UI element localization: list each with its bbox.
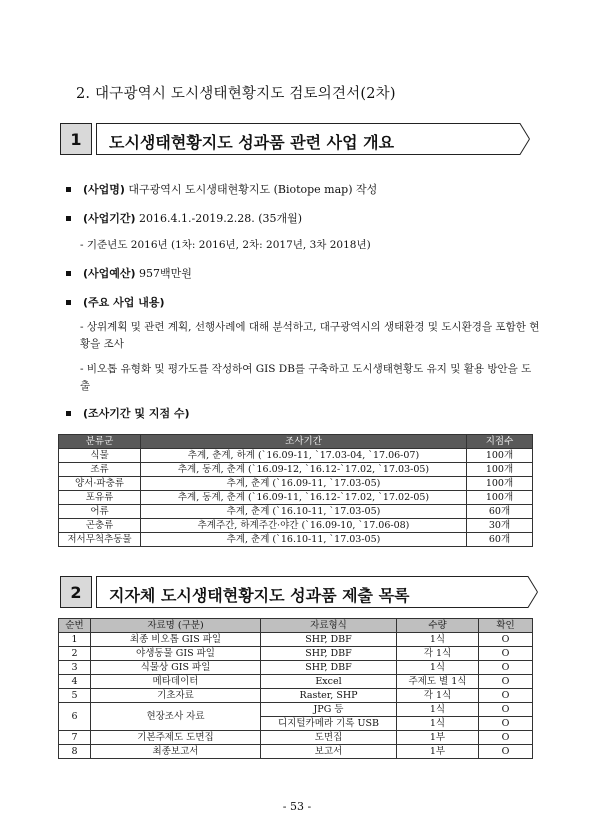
name-cell: 야생동물 GIS 파일 <box>91 647 261 661</box>
no-cell: 3 <box>59 661 91 675</box>
dash-biotope: - 비오톱 유형화 및 평가도를 작성하여 GIS DB를 구축하고 도시생태현황도 유지 및 활용 방안을 도출 <box>80 363 532 392</box>
format-cell: SHP, DBF <box>261 661 397 675</box>
section-1-title: 도시생태현황지도 성과품 관련 사업 개요 <box>109 133 395 152</box>
name-cell: 식물상 GIS 파일 <box>91 661 261 675</box>
format-cell: JPG 등 <box>261 703 397 717</box>
table-row <box>59 731 533 745</box>
bullet-project-budget <box>66 265 192 281</box>
check-cell: O <box>479 745 533 759</box>
period-cell: 추계, 동계, 춘계 (`16.09-11, `16.12-`17.02, `17.02-05) <box>141 491 467 505</box>
check-cell: O <box>479 717 533 731</box>
column-header: 자료형식 <box>261 619 397 633</box>
section-2-number: 2 <box>60 576 92 608</box>
table-row <box>59 745 533 759</box>
table-row <box>59 491 533 505</box>
section-1-number: 1 <box>60 123 92 155</box>
bullet-project-name <box>66 181 377 197</box>
document-title: 2. 대구광역시 도시생태현황지도 검토의견서(2차) <box>76 86 396 102</box>
period-cell: 추계, 춘계 (`16.10-11, `17.03-05) <box>141 533 467 547</box>
format-cell: SHP, DBF <box>261 633 397 647</box>
dash-base-year: - 기준년도 2016년 (1차: 2016년, 2차: 2017년, 3차 2018년) <box>80 239 371 251</box>
name-cell: 현장조사 자료 <box>91 703 261 731</box>
format-cell: SHP, DBF <box>261 647 397 661</box>
table-row <box>59 505 533 519</box>
site-count-cell: 100개 <box>467 449 533 463</box>
site-count-cell: 60개 <box>467 533 533 547</box>
taxon-cell: 저서무척추동물 <box>59 533 141 547</box>
format-cell: 도면집 <box>261 731 397 745</box>
format-cell: 보고서 <box>261 745 397 759</box>
no-cell: 6 <box>59 703 91 731</box>
table-row <box>59 477 533 491</box>
taxon-cell: 식물 <box>59 449 141 463</box>
bullet-label: (사업기간) <box>83 212 136 225</box>
qty-cell: 1식 <box>397 633 479 647</box>
check-cell: O <box>479 731 533 745</box>
qty-cell: 각 1식 <box>397 689 479 703</box>
period-cell: 추계, 춘계 (`16.10-11, `17.03-05) <box>141 505 467 519</box>
name-cell: 기초자료 <box>91 689 261 703</box>
check-cell: O <box>479 647 533 661</box>
section-2-heading <box>60 576 530 608</box>
bullet-square-icon <box>66 271 71 276</box>
column-header: 자료명 (구분) <box>91 619 261 633</box>
site-count-cell: 30개 <box>467 519 533 533</box>
no-cell: 5 <box>59 689 91 703</box>
table-row <box>59 647 533 661</box>
format-cell: Raster, SHP <box>261 689 397 703</box>
section-2-title-bar <box>96 576 524 608</box>
qty-cell: 1부 <box>397 731 479 745</box>
table-row <box>59 449 533 463</box>
column-header: 수량 <box>397 619 479 633</box>
name-cell: 최종보고서 <box>91 745 261 759</box>
no-cell: 8 <box>59 745 91 759</box>
submission-header-row <box>59 619 533 633</box>
section-2-title: 지자체 도시생태현황지도 성과품 제출 목록 <box>109 586 410 605</box>
column-header: 지점수 <box>467 435 533 449</box>
period-cell: 추계, 춘계 (`16.09-11, `17.03-05) <box>141 477 467 491</box>
page-number: - 53 - <box>282 800 312 813</box>
bullet-square-icon <box>66 300 71 305</box>
table-row <box>59 689 533 703</box>
check-cell: O <box>479 675 533 689</box>
period-cell: 추계, 동계, 춘계 (`16.09-12, `16.12-`17.02, `17.03-05) <box>141 463 467 477</box>
table-row <box>59 703 533 717</box>
bullet-main-content <box>66 294 164 310</box>
format-cell: 디지털카메라 기록 USB <box>261 717 397 731</box>
section-2-fold-corner <box>524 576 538 608</box>
bullet-label: (사업명) <box>83 183 125 196</box>
bullet-text: 대구광역시 도시생태현황지도 (Biotope map) 작성 <box>124 183 378 196</box>
period-cell: 추계, 춘계, 하계 (`16.09-11, `17.03-04, `17.06-07) <box>141 449 467 463</box>
table-row <box>59 633 533 647</box>
table-row <box>59 533 533 547</box>
format-cell: Excel <box>261 675 397 689</box>
qty-cell: 1부 <box>397 745 479 759</box>
site-count-cell: 100개 <box>467 463 533 477</box>
dash-analysis: - 상위계획 및 관련 계획, 선행사례에 대해 분석하고, 대구광역시의 생태환경 및 도시환경을 포함한 현황을 조사 <box>80 321 540 350</box>
name-cell: 최종 비오톱 GIS 파일 <box>91 633 261 647</box>
taxon-cell: 양서·파충류 <box>59 477 141 491</box>
column-header: 확인 <box>479 619 533 633</box>
taxon-cell: 조류 <box>59 463 141 477</box>
taxon-cell: 어류 <box>59 505 141 519</box>
submission-table <box>58 618 533 759</box>
taxon-cell: 포유류 <box>59 491 141 505</box>
period-cell: 추계주간, 하계주간·야간 (`16.09-10, `17.06-08) <box>141 519 467 533</box>
no-cell: 1 <box>59 633 91 647</box>
check-cell: O <box>479 703 533 717</box>
table-row <box>59 519 533 533</box>
bullet-label: (조사기간 및 지점 수) <box>83 407 190 420</box>
column-header: 분류군 <box>59 435 141 449</box>
qty-cell: 각 1식 <box>397 647 479 661</box>
bullet-survey-period <box>66 405 190 421</box>
site-count-cell: 60개 <box>467 505 533 519</box>
qty-cell: 주제도 별 1식 <box>397 675 479 689</box>
column-header: 순번 <box>59 619 91 633</box>
table-row <box>59 463 533 477</box>
name-cell: 메타데이터 <box>91 675 261 689</box>
bullet-project-period <box>66 210 302 226</box>
site-count-cell: 100개 <box>467 491 533 505</box>
taxon-cell: 곤충류 <box>59 519 141 533</box>
survey-table <box>58 434 533 547</box>
check-cell: O <box>479 633 533 647</box>
column-header: 조사기간 <box>141 435 467 449</box>
name-cell: 기본주제도 도면집 <box>91 731 261 745</box>
qty-cell: 1식 <box>397 717 479 731</box>
bullet-square-icon <box>66 216 71 221</box>
check-cell: O <box>479 689 533 703</box>
bullet-text: 957백만원 <box>135 267 192 280</box>
site-count-cell: 100개 <box>467 477 533 491</box>
bullet-text: 2016.4.1.-2019.2.28. (35개월) <box>135 212 303 225</box>
qty-cell: 1식 <box>397 703 479 717</box>
section-1-fold-corner <box>516 123 530 155</box>
section-1-heading <box>60 123 530 155</box>
no-cell: 7 <box>59 731 91 745</box>
bullet-label: (사업예산) <box>83 267 136 280</box>
bullet-square-icon <box>66 411 71 416</box>
no-cell: 2 <box>59 647 91 661</box>
survey-header-row <box>59 435 533 449</box>
qty-cell: 1식 <box>397 661 479 675</box>
check-cell: O <box>479 661 533 675</box>
bullet-label: (주요 사업 내용) <box>83 296 165 309</box>
section-1-title-bar <box>96 123 516 155</box>
table-row <box>59 675 533 689</box>
bullet-square-icon <box>66 187 71 192</box>
no-cell: 4 <box>59 675 91 689</box>
table-row <box>59 661 533 675</box>
